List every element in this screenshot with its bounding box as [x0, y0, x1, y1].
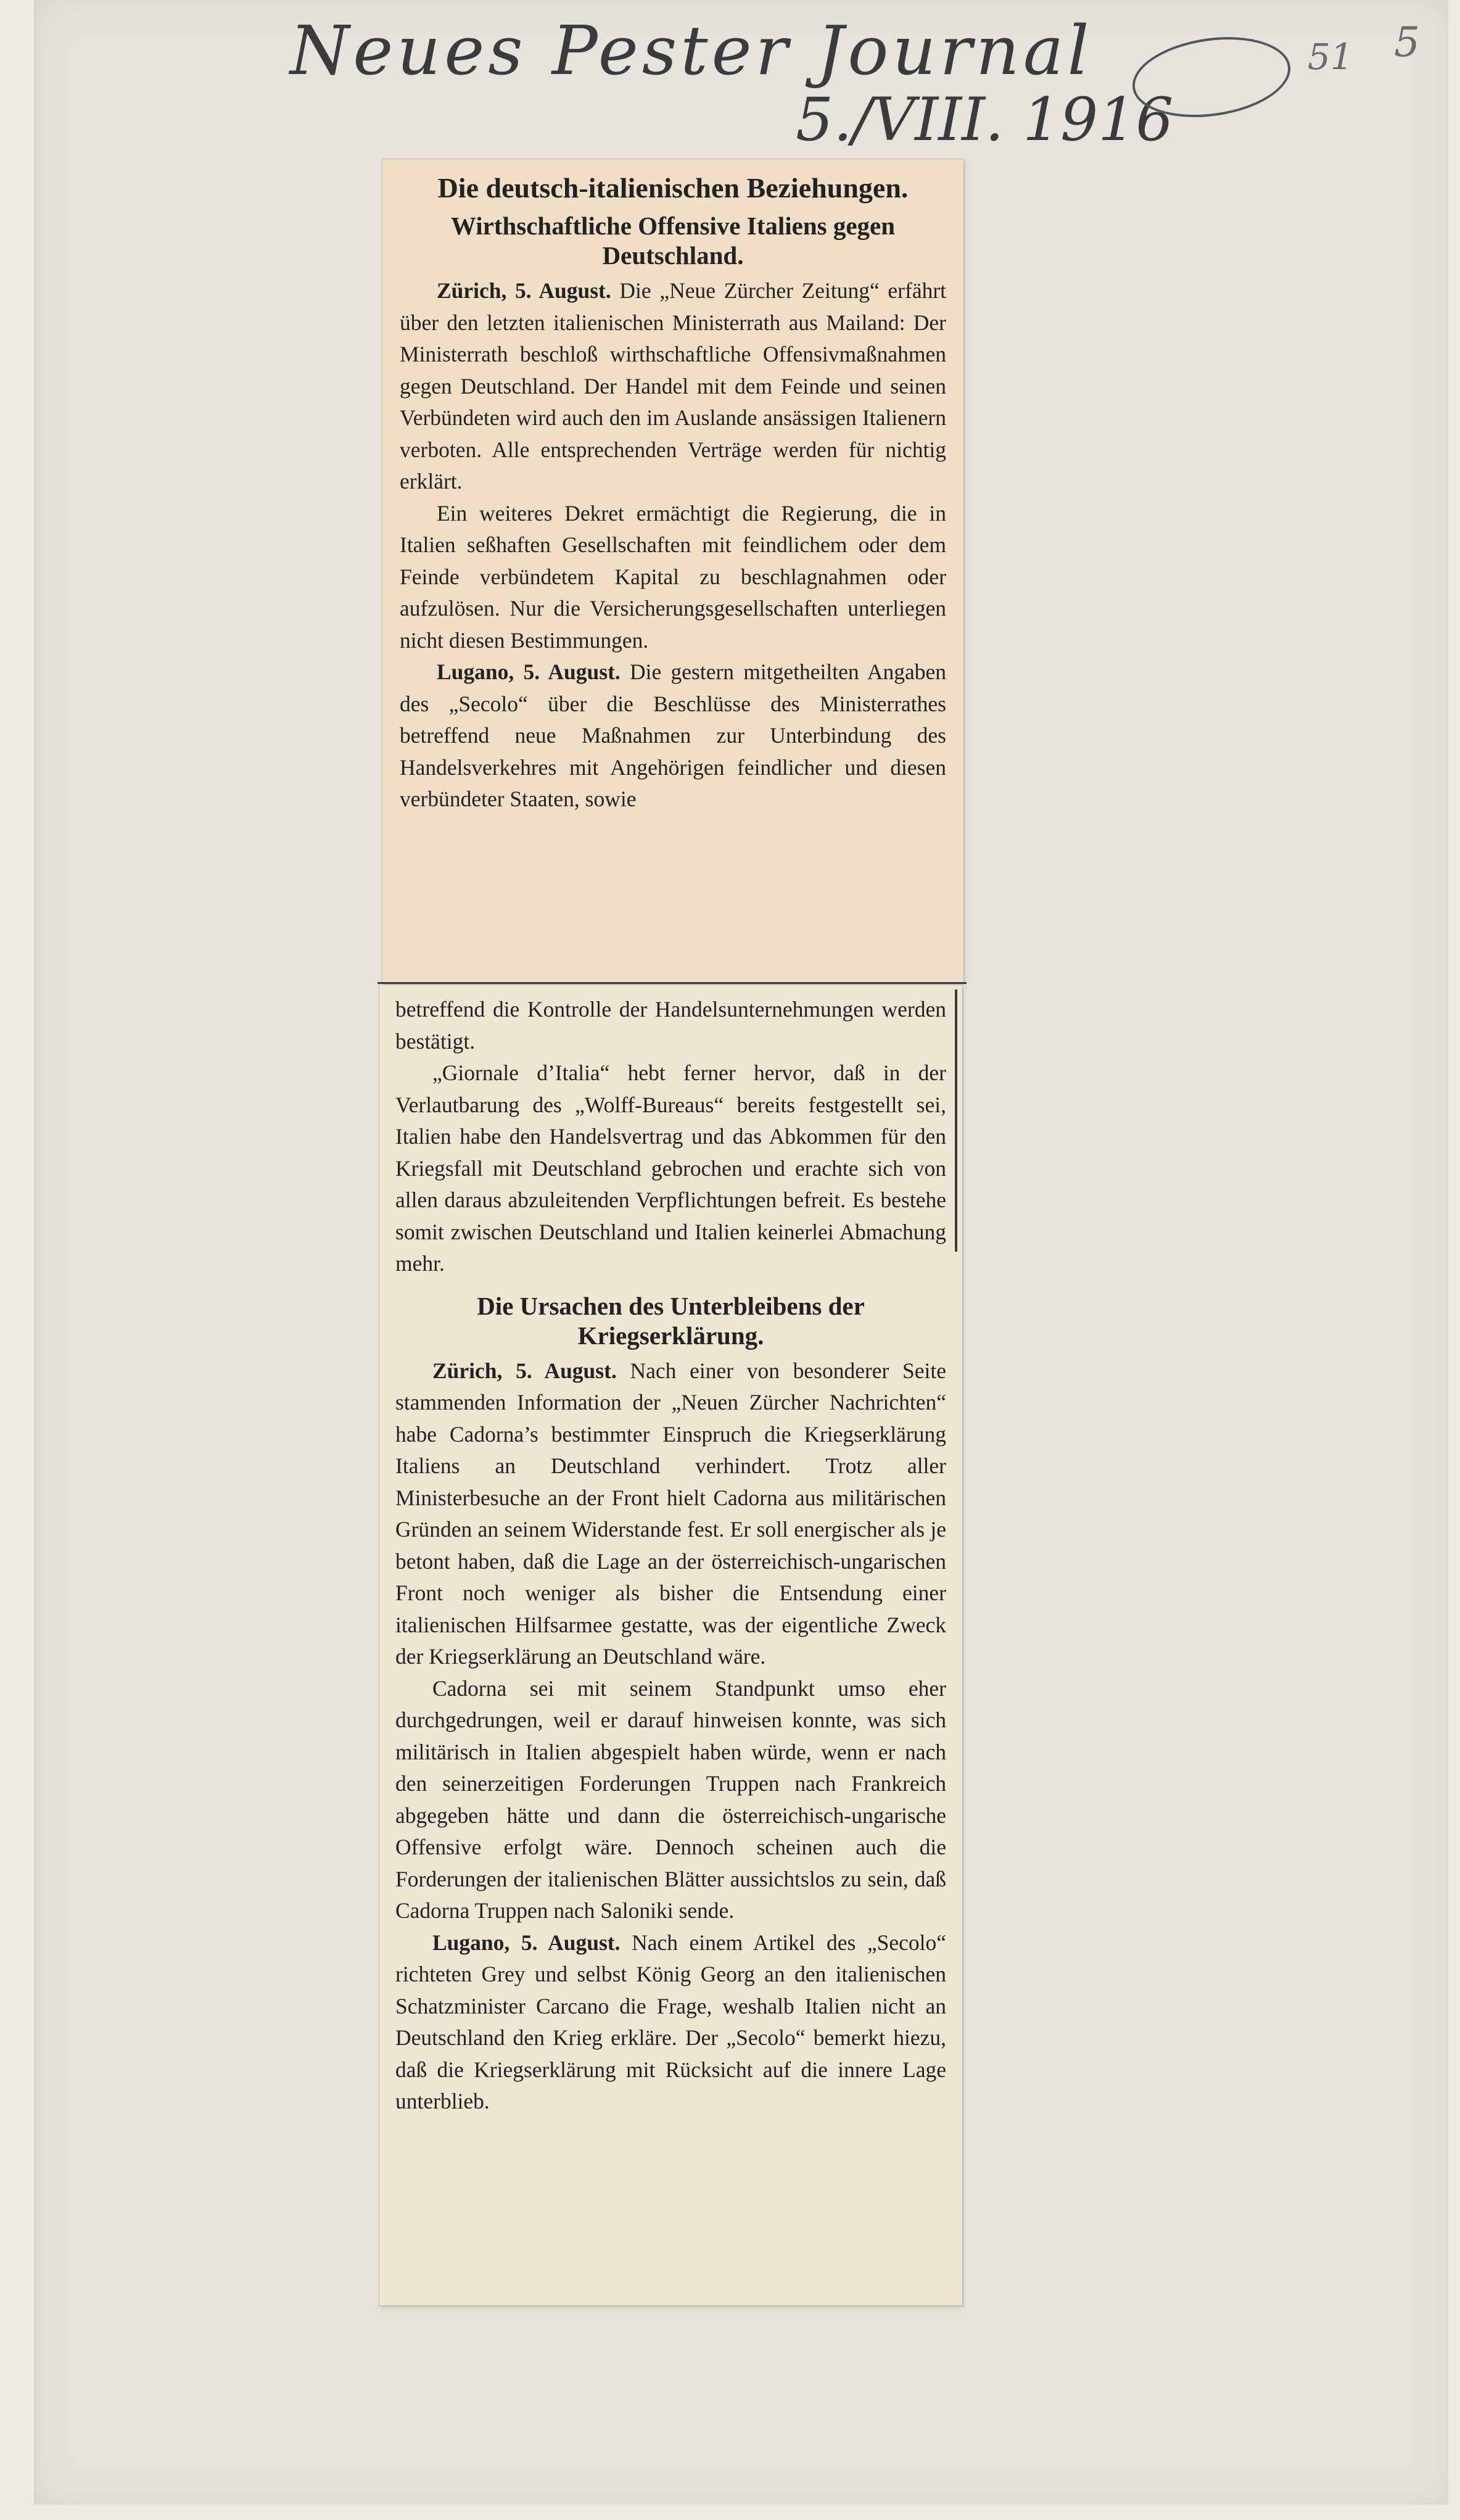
article-paragraph [400, 275, 946, 498]
newspaper-clipping-bottom [379, 985, 962, 2305]
paragraph-text: Die gestern mitgetheilten Angaben des „Secolo“ über die Beschlüsse des Ministerrathes betreffend neue Maßnahmen zur Unterbindung des Handelsverkehres mit Angehörigen feindlicher und diesen verbündeter Staaten, sowie [400, 659, 947, 811]
paragraph-text: betreffend die Kontrolle der Handelsunternehmungen werden bestätigt. [395, 997, 946, 1054]
article-paragraph [400, 656, 946, 816]
article-paragraph [395, 1673, 946, 1927]
handwritten-date: 5./VIII. 1916 [796, 85, 1174, 154]
paragraph-text: „Giornale d’Italia“ hebt ferner hervor, daß in der Verlautbarung des „Wolff-Bureaus“ bereits festgestellt sei, Italien habe den Handelsvertrag und das Abkommen für den Kriegsfall mit Deutschland gebrochen und erachte sich von allen daraus abzuleitenden Verpflichtungen befreit. Es bestehe somit zwischen Deutschland und Italien keinerlei Abmachung mehr. [395, 1060, 946, 1276]
article-paragraph [395, 1355, 946, 1673]
handwritten-folio-number: 51 [1308, 36, 1353, 78]
paragraph-text: Nach einem Artikel des „Secolo“ richteten Grey und selbst König Georg an den italienischen Schatzminister Carcano die Frage, weshalb Italien nicht an Deutschland den Krieg erkläre. Der „Secolo“ bemerkt hiezu, daß die Kriegserklärung mit Rücksicht auf die innere Lage unterblieb. [395, 1930, 947, 2113]
dateline: Lugano, 5. August. [437, 659, 621, 684]
clipping-divider [377, 982, 967, 984]
article-paragraph [395, 994, 946, 1057]
handwritten-newspaper-title: Neues Pester Journal [290, 11, 1093, 90]
dateline: Zürich, 5. August. [432, 1358, 617, 1383]
handwritten-page-number: 5 [1394, 19, 1420, 66]
dateline: Zürich, 5. August. [437, 278, 611, 303]
newspaper-clipping-top [382, 159, 963, 983]
paragraph-text: Cadorna sei mit seinem Standpunkt umso eher durchgedrungen, weil er darauf hinweisen konnte, was sich militärisch in Italien abgespielt haben würde, wenn er nach den seinerzeitigen Forderungen Truppen nach Frankreich abgegeben hätte und dann die österreichisch-ungarische Offensive erfolgt wäre. Dennoch scheinen auch die Forderungen der italienischen Blätter aussichtslos zu sein, daß Cadorna Truppen nach Saloniki sende. [395, 1675, 946, 1923]
article-headline: Die Ursachen des Unterbleibens der Kriegserklärung. [477, 1291, 865, 1350]
article-paragraph [400, 498, 946, 657]
article-headline: Die deutsch-italienischen Beziehungen. [437, 172, 909, 204]
clipping-border [955, 989, 957, 1252]
paragraph-text: Die „Neue Zürcher Zeitung“ erfährt über den letzten italienischen Ministerrath aus Mailand: Der Ministerrath beschloß wirthschaftliche Offensivmaßnahmen gegen Deutschland. Der Handel mit dem Feinde und seinen Verbündeten wird auch den im Auslande ansässigen Italienern verboten. Alle entsprechenden Verträge werden für nichtig erklärt. [400, 278, 947, 494]
paragraph-text: Ein weiteres Dekret ermächtigt die Regierung, die in Italien seßhaften Gesellschaften mit feindlichem oder dem Feinde verbündetem Kapital zu beschlagnahmen oder aufzulösen. Nur die Versicherungsgesellschaften unterliegen nicht diesen Bestimmungen. [400, 500, 946, 653]
article-paragraph [395, 1057, 946, 1280]
article-subheadline: Wirthschaftliche Offensive Italiens gegen Deutschland. [450, 212, 896, 270]
paragraph-text: Nach einer von besonderer Seite stammenden Information der „Neuen Zürcher Nachrichten“ habe Cadorna’s bestimmter Einspruch die Kriegserklärung Italiens an Deutschland verhindert. Trotz aller Ministerbesuche an der Front hielt Cadorna aus militärischen Gründen an seinem Widerstande fest. Er soll energischer als je betont haben, daß die Lage an der österreichisch-ungarischen Front noch weniger als bisher die Entsendung einer italienischen Hilfsarmee gestatte, was der eigentliche Zweck der Kriegserklärung an Deutschland wäre. [395, 1358, 947, 1669]
dateline: Lugano, 5. August. [432, 1930, 621, 1955]
article-paragraph [395, 1927, 946, 2118]
article-section [395, 1291, 946, 2118]
